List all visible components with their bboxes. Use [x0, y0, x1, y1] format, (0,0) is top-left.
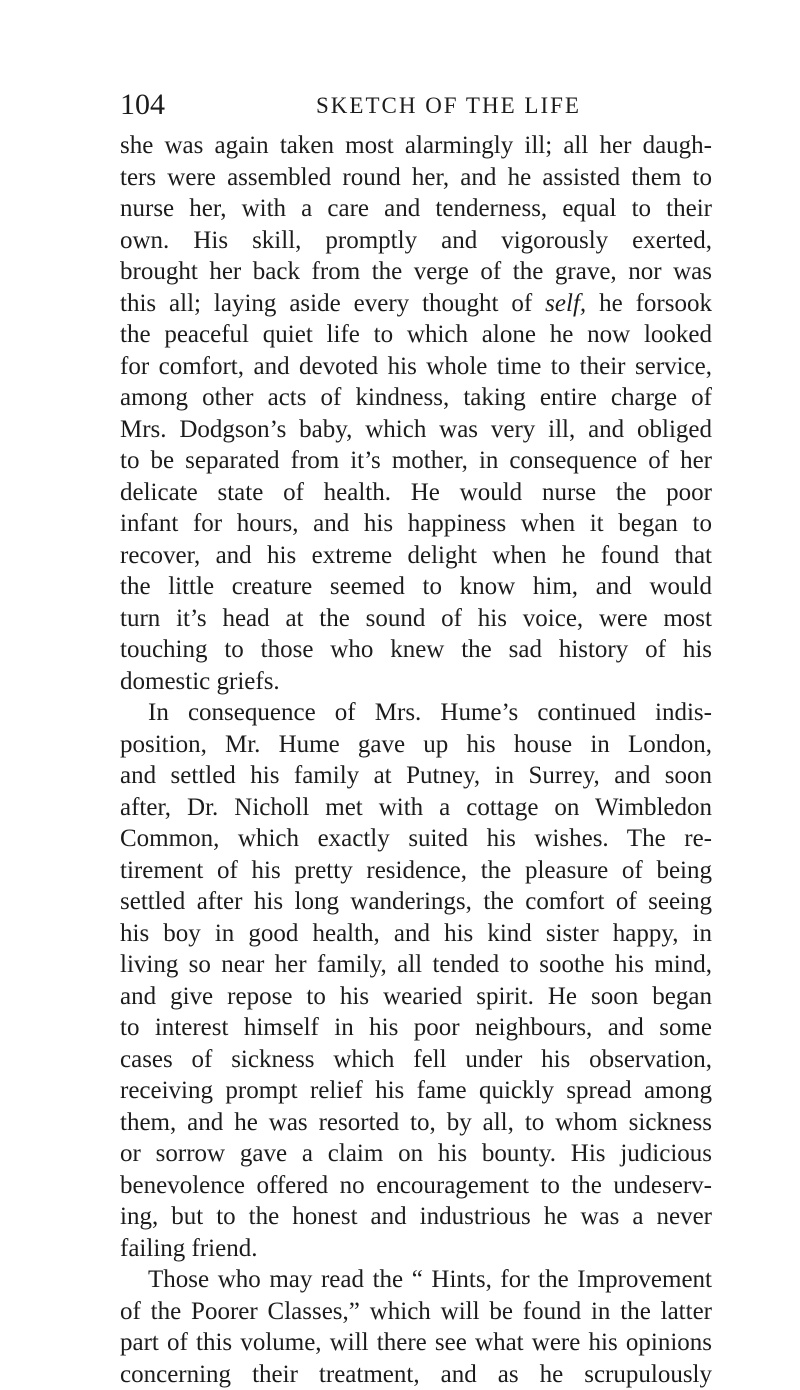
text-line: cases of sickness which fell under his observation,	[120, 1044, 712, 1076]
text-line: ters were assembled round her, and he assisted them to	[120, 162, 712, 194]
text-line: ing, but to the honest and industrious he was a never	[120, 1201, 712, 1233]
text-line: touching to those who knew the sad history of his	[120, 634, 712, 666]
text-line: among other acts of kindness, taking entire charge of	[120, 382, 712, 414]
page-header	[120, 88, 720, 124]
text-line: nurse her, with a care and tenderness, equal to their	[120, 193, 712, 225]
text-line: domestic griefs.	[120, 666, 712, 698]
text-line: receiving prompt relief his fame quickly spread among	[120, 1075, 712, 1107]
text-line: failing friend.	[120, 1233, 712, 1265]
text-line: concerning their treatment, and as he scrupulously	[120, 1359, 712, 1390]
text-line: own. His skill, promptly and vigorously exerted,	[120, 225, 712, 257]
text-line: after, Dr. Nicholl met with a cottage on Wimbledon	[120, 792, 712, 824]
body-text	[120, 130, 712, 1390]
text-line: infant for hours, and his happiness when it began to	[120, 508, 712, 540]
text-line: recover, and his extreme delight when he found that	[120, 540, 712, 572]
text-line: position, Mr. Hume gave up his house in London,	[120, 729, 712, 761]
paragraph-start-line: Those who may read the “ Hints, for the Improvement	[120, 1264, 712, 1296]
text-line: benevolence offered no encouragement to the undeserv-	[120, 1170, 712, 1202]
text-line: them, and he was resorted to, by all, to whom sickness	[120, 1107, 712, 1139]
text-line: the little creature seemed to know him, and would	[120, 571, 712, 603]
text-line	[120, 288, 712, 320]
text-line: she was again taken most alarmingly ill; all her daugh-	[120, 130, 712, 162]
page-number: 104	[120, 88, 165, 122]
text-line: his boy in good health, and his kind sister happy, in	[120, 918, 712, 950]
text-line: brought her back from the verge of the grave, nor was	[120, 256, 712, 288]
text-line: to interest himself in his poor neighbours, and some	[120, 1012, 712, 1044]
text-line: settled after his long wanderings, the comfort of seeing	[120, 886, 712, 918]
text-segment: this all; laying aside every thought of	[120, 290, 545, 317]
text-line: tirement of his pretty residence, the pleasure of being	[120, 855, 712, 887]
text-line: Common, which exactly suited his wishes. The re-	[120, 823, 712, 855]
running-title: SKETCH OF THE LIFE	[316, 91, 581, 121]
text-line: turn it’s head at the sound of his voice, were most	[120, 603, 712, 635]
text-line: to be separated from it’s mother, in consequence of her	[120, 445, 712, 477]
text-line: and settled his family at Putney, in Surrey, and soon	[120, 760, 712, 792]
text-line: for comfort, and devoted his whole time to their service,	[120, 351, 712, 383]
text-line: delicate state of health. He would nurse the poor	[120, 477, 712, 509]
text-line: living so near her family, all tended to soothe his mind,	[120, 949, 712, 981]
text-line: Mrs. Dodgson’s baby, which was very ill, and obliged	[120, 414, 712, 446]
text-line: or sorrow gave a claim on his bounty. His judicious	[120, 1138, 712, 1170]
text-line: of the Poorer Classes,” which will be found in the latter	[120, 1296, 712, 1328]
text-line: part of this volume, will there see what were his opinions	[120, 1327, 712, 1359]
text-line: the peaceful quiet life to which alone he now looked	[120, 319, 712, 351]
text-line: and give repose to his wearied spirit. He soon began	[120, 981, 712, 1013]
text-segment: he forsook	[586, 290, 712, 317]
paragraph-start-line: In consequence of Mrs. Hume’s continued indis-	[120, 697, 712, 729]
italic-word: self,	[545, 290, 586, 317]
